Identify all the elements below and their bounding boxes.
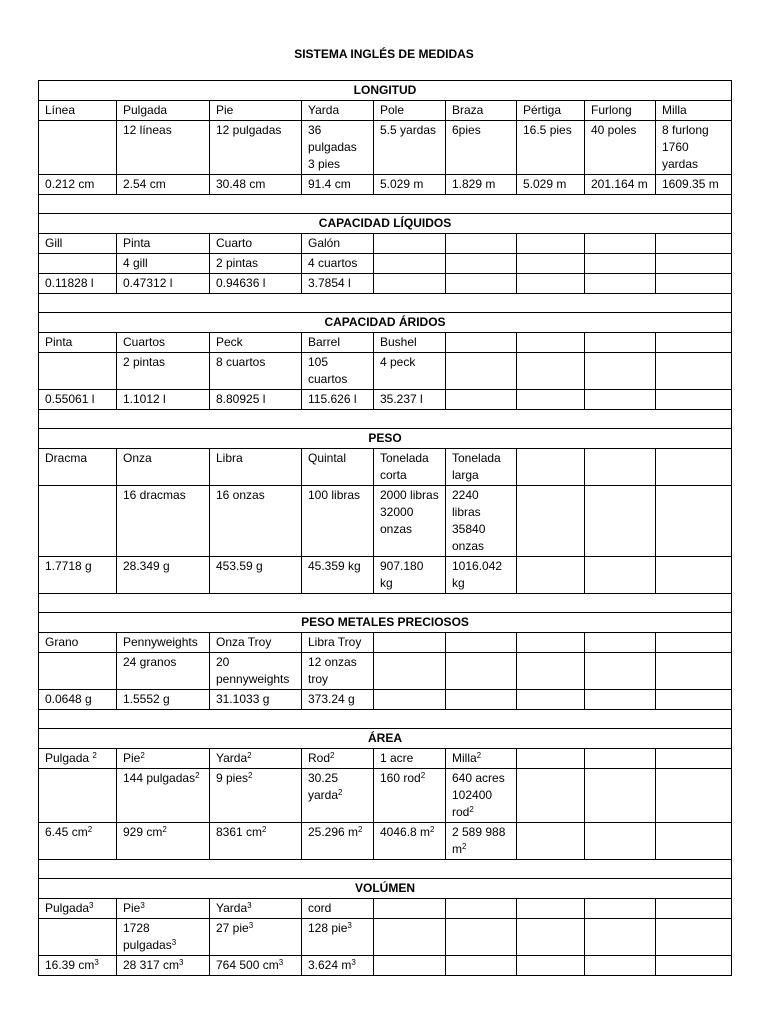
table-cell: 115.626 l bbox=[302, 390, 374, 410]
table-cell: 16 dracmas bbox=[117, 486, 210, 557]
table-row bbox=[39, 390, 732, 410]
table-cell: 36 pulgadas 3 pies bbox=[302, 121, 374, 175]
table-cell bbox=[585, 956, 656, 976]
table-cell bbox=[656, 390, 732, 410]
table-cell: 5.029 m bbox=[517, 175, 585, 195]
table-cell bbox=[656, 749, 732, 769]
table-cell: 100 libras bbox=[302, 486, 374, 557]
table-cell: 5.5 yardas bbox=[374, 121, 446, 175]
table-row bbox=[39, 769, 732, 823]
table-cell: 373.24 g bbox=[302, 690, 374, 710]
table-cell bbox=[517, 633, 585, 653]
table-cell bbox=[446, 353, 517, 390]
table-cell: 3.7854 l bbox=[302, 274, 374, 294]
table-cell: 0.212 cm bbox=[39, 175, 117, 195]
table-cell: Pulgada bbox=[117, 101, 210, 121]
table-cell: 1.829 m bbox=[446, 175, 517, 195]
table-cell bbox=[374, 899, 446, 919]
table-cell: Braza bbox=[446, 101, 517, 121]
table-row bbox=[39, 633, 732, 653]
section-heading: CAPACIDAD ÁRIDOS bbox=[39, 313, 732, 333]
table-cell bbox=[517, 769, 585, 823]
table-cell bbox=[39, 353, 117, 390]
table-cell: 31.1033 g bbox=[210, 690, 302, 710]
table-cell: 8 cuartos bbox=[210, 353, 302, 390]
spacer-cell bbox=[39, 710, 732, 729]
table-cell: 2240 libras 35840 onzas bbox=[446, 486, 517, 557]
table-cell: Pulgada $^2$ bbox=[39, 749, 117, 769]
table-cell bbox=[446, 234, 517, 254]
section-heading: PESO METALES PRECIOSOS bbox=[39, 613, 732, 633]
table-cell: 35.237 l bbox=[374, 390, 446, 410]
table-cell: Pie bbox=[210, 101, 302, 121]
table-cell: Línea bbox=[39, 101, 117, 121]
table-cell: 2.54 cm bbox=[117, 175, 210, 195]
table-cell: 8361 $cm^2$ bbox=[210, 823, 302, 860]
table-cell bbox=[446, 254, 517, 274]
table-cell: Yarda$^2$ bbox=[210, 749, 302, 769]
table-cell bbox=[656, 449, 732, 486]
table-cell: 8 furlong 1760 yardas bbox=[656, 121, 732, 175]
table-cell bbox=[585, 633, 656, 653]
table-cell bbox=[585, 823, 656, 860]
table-cell: Libra bbox=[210, 449, 302, 486]
table-cell: 28 317 $cm^3$ bbox=[117, 956, 210, 976]
table-cell: 2 pintas bbox=[210, 254, 302, 274]
table-cell: 0.11828 l bbox=[39, 274, 117, 294]
table-cell bbox=[517, 390, 585, 410]
table-cell bbox=[517, 956, 585, 976]
table-cell bbox=[374, 690, 446, 710]
spacer-row bbox=[39, 710, 732, 729]
table-cell bbox=[374, 633, 446, 653]
table-cell: 1609.35 m bbox=[656, 175, 732, 195]
table-cell bbox=[517, 449, 585, 486]
table-cell: 1.5552 g bbox=[117, 690, 210, 710]
table-row bbox=[39, 353, 732, 390]
table-cell bbox=[517, 899, 585, 919]
table-cell: 0.0648 g bbox=[39, 690, 117, 710]
section-heading: CAPACIDAD LÍQUIDOS bbox=[39, 214, 732, 234]
table-row bbox=[39, 919, 732, 956]
section-heading-row bbox=[39, 613, 732, 633]
table-cell: 1.7718 g bbox=[39, 557, 117, 594]
table-row bbox=[39, 486, 732, 557]
table-cell: Milla bbox=[656, 101, 732, 121]
table-row bbox=[39, 274, 732, 294]
spacer-cell bbox=[39, 594, 732, 613]
table-cell bbox=[517, 653, 585, 690]
table-row bbox=[39, 749, 732, 769]
table-cell: 0.47312 l bbox=[117, 274, 210, 294]
table-cell: 2 pintas bbox=[117, 353, 210, 390]
table-cell: 20 pennyweights bbox=[210, 653, 302, 690]
table-cell: Yarda bbox=[302, 101, 374, 121]
table-cell: Tonelada larga bbox=[446, 449, 517, 486]
table-cell bbox=[374, 254, 446, 274]
table-cell bbox=[585, 486, 656, 557]
table-cell: 640 acres 102400 rod$^2$ bbox=[446, 769, 517, 823]
table-cell: Pinta bbox=[117, 234, 210, 254]
table-cell bbox=[446, 956, 517, 976]
table-cell: Quintal bbox=[302, 449, 374, 486]
table-row bbox=[39, 449, 732, 486]
table-row bbox=[39, 254, 732, 274]
table-cell: 2 589 988 $m^2$ bbox=[446, 823, 517, 860]
table-cell bbox=[656, 823, 732, 860]
table-cell: 144 pulgadas$^2$ bbox=[117, 769, 210, 823]
document-title: SISTEMA INGLÉS DE MEDIDAS bbox=[294, 47, 474, 61]
table-cell bbox=[585, 690, 656, 710]
spacer-cell bbox=[39, 294, 732, 313]
table-cell bbox=[517, 749, 585, 769]
table-cell bbox=[446, 690, 517, 710]
section-heading-row bbox=[39, 879, 732, 899]
table-cell bbox=[656, 486, 732, 557]
table-cell: 6.45 $cm^2$ bbox=[39, 823, 117, 860]
table-cell: 45.359 kg bbox=[302, 557, 374, 594]
table-cell: 0.94636 l bbox=[210, 274, 302, 294]
table-cell: 453.59 g bbox=[210, 557, 302, 594]
table-cell bbox=[517, 557, 585, 594]
table-cell: 16.5 pies bbox=[517, 121, 585, 175]
table-cell bbox=[446, 390, 517, 410]
table-cell bbox=[656, 633, 732, 653]
table-cell bbox=[517, 919, 585, 956]
table-cell bbox=[656, 557, 732, 594]
table-cell: Pértiga bbox=[517, 101, 585, 121]
table-cell: 12 onzas troy bbox=[302, 653, 374, 690]
table-cell: 12 líneas bbox=[117, 121, 210, 175]
table-cell: Tonelada corta bbox=[374, 449, 446, 486]
table-cell: Pinta bbox=[39, 333, 117, 353]
table-cell: 160 rod$^2$ bbox=[374, 769, 446, 823]
table-cell: 9 pies$^2$ bbox=[210, 769, 302, 823]
table-cell: 24 granos bbox=[117, 653, 210, 690]
table-cell: 1016.042 kg bbox=[446, 557, 517, 594]
table-cell bbox=[656, 254, 732, 274]
table-cell bbox=[585, 557, 656, 594]
measures-table bbox=[38, 80, 732, 976]
table-cell bbox=[517, 274, 585, 294]
section-heading: LONGITUD bbox=[39, 81, 732, 101]
table-row bbox=[39, 690, 732, 710]
table-cell bbox=[374, 653, 446, 690]
table-cell bbox=[585, 353, 656, 390]
table-cell: 1728 pulgadas$^3$ bbox=[117, 919, 210, 956]
table-cell: Peck bbox=[210, 333, 302, 353]
table-cell bbox=[39, 486, 117, 557]
table-cell: 16.39 $cm^3$ bbox=[39, 956, 117, 976]
table-cell bbox=[39, 121, 117, 175]
table-row bbox=[39, 899, 732, 919]
table-cell: Bushel bbox=[374, 333, 446, 353]
table-cell: 1.1012 l bbox=[117, 390, 210, 410]
table-cell: Onza bbox=[117, 449, 210, 486]
table-cell: Dracma bbox=[39, 449, 117, 486]
section-heading-row bbox=[39, 313, 732, 333]
table-cell: 28.349 g bbox=[117, 557, 210, 594]
table-cell: Galón bbox=[302, 234, 374, 254]
table-cell: 929 $cm^2$ bbox=[117, 823, 210, 860]
table-cell: 8.80925 l bbox=[210, 390, 302, 410]
table-cell bbox=[446, 274, 517, 294]
table-cell bbox=[517, 690, 585, 710]
section-heading: PESO bbox=[39, 429, 732, 449]
table-cell: Furlong bbox=[585, 101, 656, 121]
table-cell bbox=[374, 919, 446, 956]
table-cell: 4 gill bbox=[117, 254, 210, 274]
section-heading-row bbox=[39, 81, 732, 101]
table-cell bbox=[39, 653, 117, 690]
table-row bbox=[39, 557, 732, 594]
table-cell: Barrel bbox=[302, 333, 374, 353]
table-cell: Milla$^2$ bbox=[446, 749, 517, 769]
table-cell: 40 poles bbox=[585, 121, 656, 175]
table-cell: 6pies bbox=[446, 121, 517, 175]
table-cell bbox=[446, 333, 517, 353]
table-cell: Grano bbox=[39, 633, 117, 653]
table-cell: 16 onzas bbox=[210, 486, 302, 557]
table-cell: 91.4 cm bbox=[302, 175, 374, 195]
table-row bbox=[39, 101, 732, 121]
table-row bbox=[39, 823, 732, 860]
table-cell bbox=[585, 653, 656, 690]
table-cell: 4046.8 $m^2$ bbox=[374, 823, 446, 860]
table-cell bbox=[585, 274, 656, 294]
table-cell: 30.48 cm bbox=[210, 175, 302, 195]
table-cell bbox=[656, 653, 732, 690]
table-cell: Libra Troy bbox=[302, 633, 374, 653]
table-cell bbox=[656, 899, 732, 919]
table-cell bbox=[39, 254, 117, 274]
table-cell bbox=[585, 899, 656, 919]
table-cell bbox=[374, 956, 446, 976]
table-cell bbox=[517, 333, 585, 353]
table-cell bbox=[656, 769, 732, 823]
section-heading: ÁREA bbox=[39, 729, 732, 749]
table-cell: 0.55061 l bbox=[39, 390, 117, 410]
table-cell bbox=[374, 274, 446, 294]
table-cell bbox=[656, 690, 732, 710]
table-cell bbox=[585, 234, 656, 254]
table-cell: 27 pie$^3$ bbox=[210, 919, 302, 956]
table-cell: 3.624 $m^3$ bbox=[302, 956, 374, 976]
table-cell bbox=[585, 390, 656, 410]
spacer-row bbox=[39, 594, 732, 613]
table-cell bbox=[656, 956, 732, 976]
table-cell: 764 500 $cm^3$ bbox=[210, 956, 302, 976]
table-cell: 201.164 m bbox=[585, 175, 656, 195]
table-cell bbox=[39, 769, 117, 823]
table-row bbox=[39, 121, 732, 175]
table-cell bbox=[446, 633, 517, 653]
table-cell bbox=[517, 254, 585, 274]
spacer-cell bbox=[39, 410, 732, 429]
table-row bbox=[39, 175, 732, 195]
table-cell bbox=[446, 899, 517, 919]
table-cell bbox=[656, 234, 732, 254]
table-cell: Onza Troy bbox=[210, 633, 302, 653]
table-row bbox=[39, 956, 732, 976]
table-cell: cord bbox=[302, 899, 374, 919]
table-cell: 907.180 kg bbox=[374, 557, 446, 594]
section-heading-row bbox=[39, 729, 732, 749]
spacer-row bbox=[39, 410, 732, 429]
spacer-row bbox=[39, 860, 732, 879]
table-cell: Yarda$^3$ bbox=[210, 899, 302, 919]
table-cell: Cuartos bbox=[117, 333, 210, 353]
table-cell: 12 pulgadas bbox=[210, 121, 302, 175]
table-cell: 30.25 yarda$^2$ bbox=[302, 769, 374, 823]
spacer-row bbox=[39, 195, 732, 214]
table-cell bbox=[656, 353, 732, 390]
table-cell bbox=[517, 486, 585, 557]
table-cell bbox=[446, 653, 517, 690]
table-cell bbox=[585, 449, 656, 486]
table-cell bbox=[374, 234, 446, 254]
section-heading-row bbox=[39, 429, 732, 449]
table-cell bbox=[517, 823, 585, 860]
table-cell: Gill bbox=[39, 234, 117, 254]
table-cell bbox=[39, 919, 117, 956]
table-cell bbox=[585, 254, 656, 274]
table-cell: 128 pie$^3$ bbox=[302, 919, 374, 956]
spacer-cell bbox=[39, 860, 732, 879]
table-cell bbox=[446, 919, 517, 956]
table-cell: Pie$^2$ bbox=[117, 749, 210, 769]
table-row bbox=[39, 653, 732, 690]
table-cell bbox=[585, 333, 656, 353]
table-cell bbox=[517, 234, 585, 254]
table-cell: Pole bbox=[374, 101, 446, 121]
section-heading-row bbox=[39, 214, 732, 234]
section-heading: VOLÚMEN bbox=[39, 879, 732, 899]
table-cell: Pennyweights bbox=[117, 633, 210, 653]
table-cell: 4 cuartos bbox=[302, 254, 374, 274]
table-cell: Rod$^2$ bbox=[302, 749, 374, 769]
table-cell bbox=[585, 749, 656, 769]
table-row bbox=[39, 333, 732, 353]
table-cell bbox=[656, 274, 732, 294]
table-cell bbox=[656, 333, 732, 353]
spacer-row bbox=[39, 294, 732, 313]
table-cell: 2000 libras 32000 onzas bbox=[374, 486, 446, 557]
table-cell bbox=[656, 919, 732, 956]
table-cell bbox=[517, 353, 585, 390]
table-cell: 1 acre bbox=[374, 749, 446, 769]
table-row bbox=[39, 234, 732, 254]
table-cell bbox=[585, 769, 656, 823]
table-cell bbox=[585, 919, 656, 956]
table-cell: Cuarto bbox=[210, 234, 302, 254]
table-cell: 4 peck bbox=[374, 353, 446, 390]
table-cell: 5.029 m bbox=[374, 175, 446, 195]
spacer-cell bbox=[39, 195, 732, 214]
table-cell: 105 cuartos bbox=[302, 353, 374, 390]
table-cell: Pulgada$^3$ bbox=[39, 899, 117, 919]
table-cell: Pie$^3$ bbox=[117, 899, 210, 919]
table-cell: 25.296 $m^2$ bbox=[302, 823, 374, 860]
